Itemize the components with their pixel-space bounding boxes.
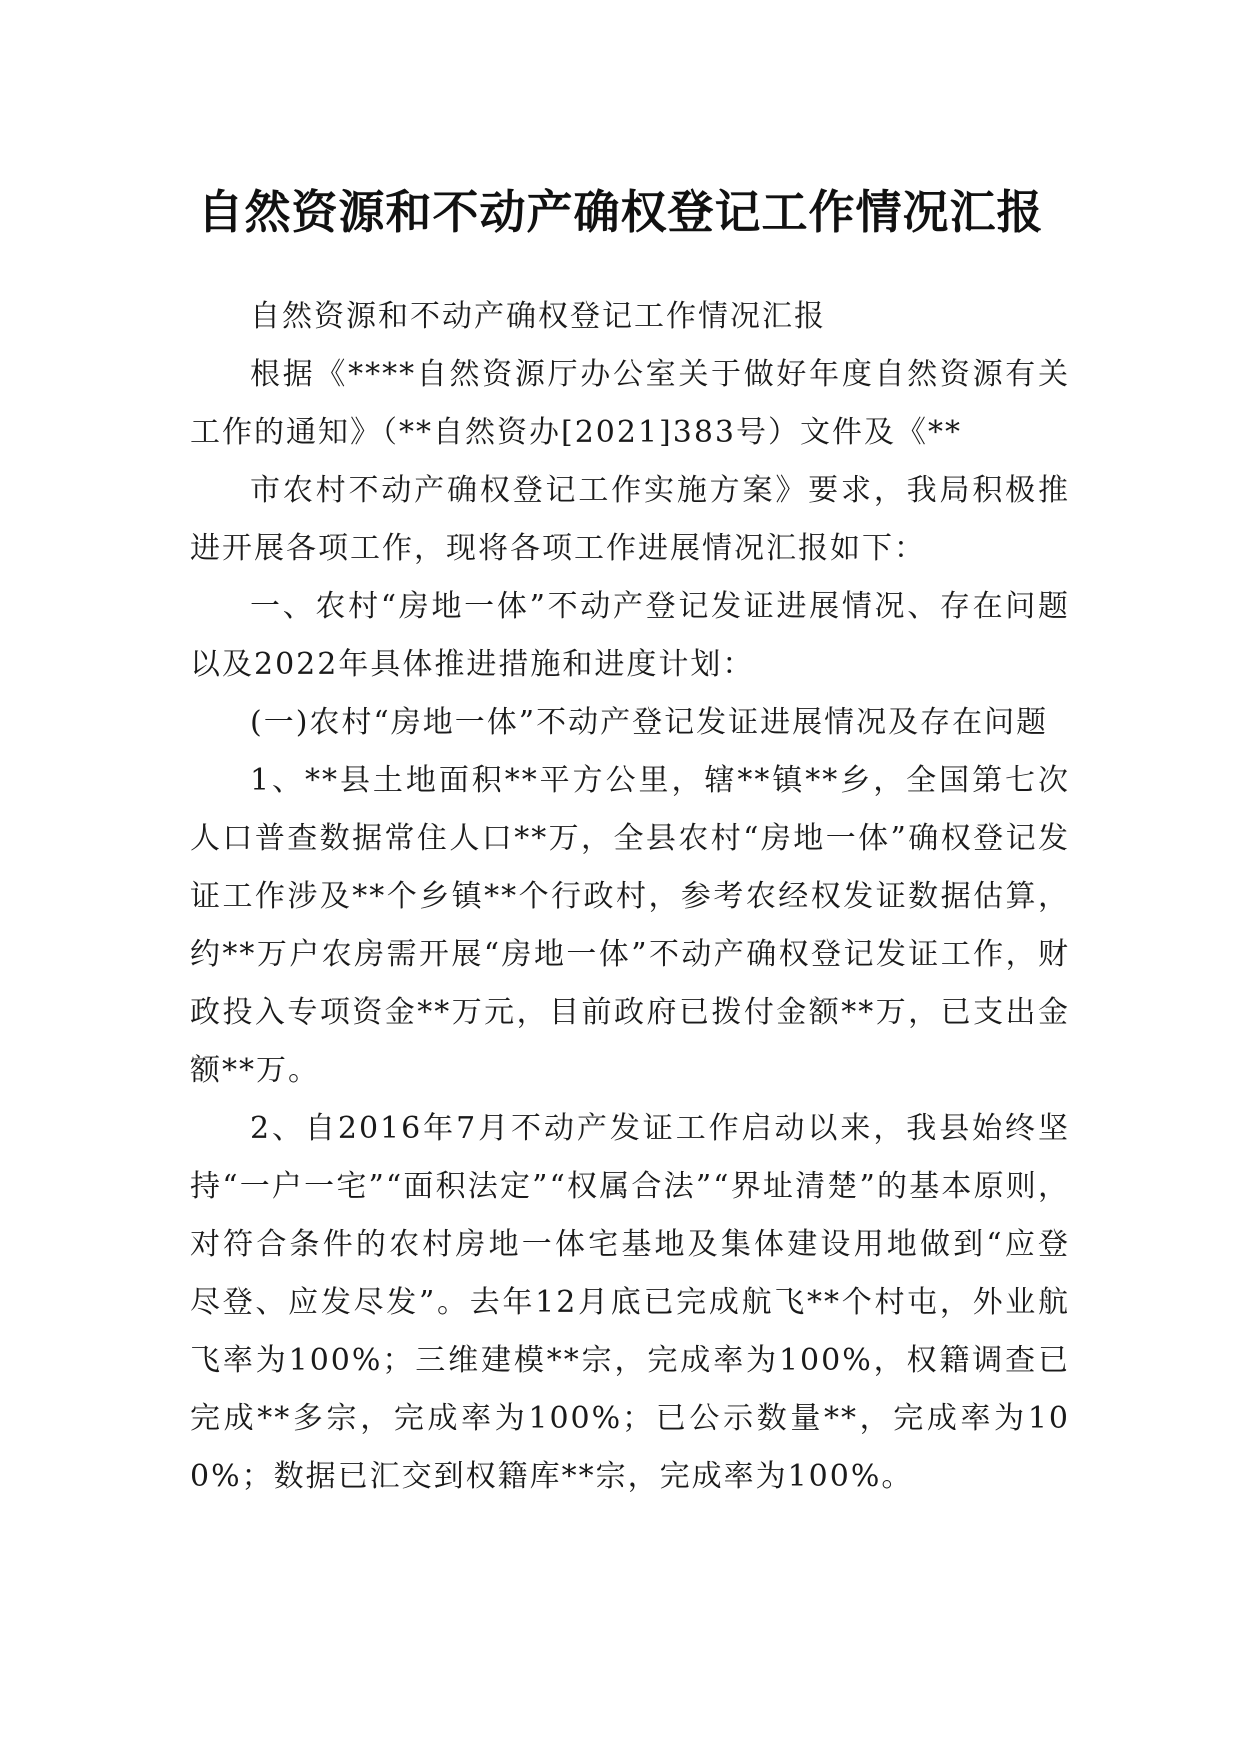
paragraph-subsection-one: (一)农村“房地一体”不动产登记发证进展情况及存在问题 — [250, 705, 1049, 740]
paragraph-item-one: 1、**县土地面积**平方公里，辖**镇**乡，全国第七次人口普查数据常住人口**万，全县农村“房地一体”确权登记发证工作涉及**个乡镇**个行政村，参考农经权发证数据估算，约**万户农房需开展“房地一体”不动产确权登记发证工作，财政投入专项资金**万元，目前政府已拨付金额**万，已支出金额**万。 — [190, 763, 1070, 1088]
paragraph-item-two: 2、自2016年7月不动产发证工作启动以来，我县始终坚持“一户一宅”“面积法定”“权属合法”“界址清楚”的基本原则，对符合条件的农村房地一体宅基地及集体建设用地做到“应登尽登、应发尽发”。去年12月底已完成航飞**个村屯，外业航飞率为100%；三维建模**宗，完成率为100%，权籍调查已完成**多宗，完成率为100%；已公示数量**，完成率为100%；数据已汇交到权籍库**宗，完成率为100%。 — [190, 1111, 1070, 1494]
document-title: 自然资源和不动产确权登记工作情况汇报 — [197, 184, 1044, 239]
paragraph-basis: 根据《****自然资源厅办公室关于做好年度自然资源有关工作的通知》（**自然资办[2021]383号）文件及《** — [190, 357, 1070, 450]
paragraph-heading-repeat: 自然资源和不动产确权登记工作情况汇报 — [250, 299, 826, 334]
paragraph-basis-continued: 市农村不动产确权登记工作实施方案》要求，我局积极推进开展各项工作，现将各项工作进展情况汇报如下： — [190, 473, 1070, 566]
paragraph-section-one: 一、农村“房地一体”不动产登记发证进展情况、存在问题以及2022年具体推进措施和进度计划： — [190, 589, 1070, 682]
document-body — [190, 288, 1070, 1506]
